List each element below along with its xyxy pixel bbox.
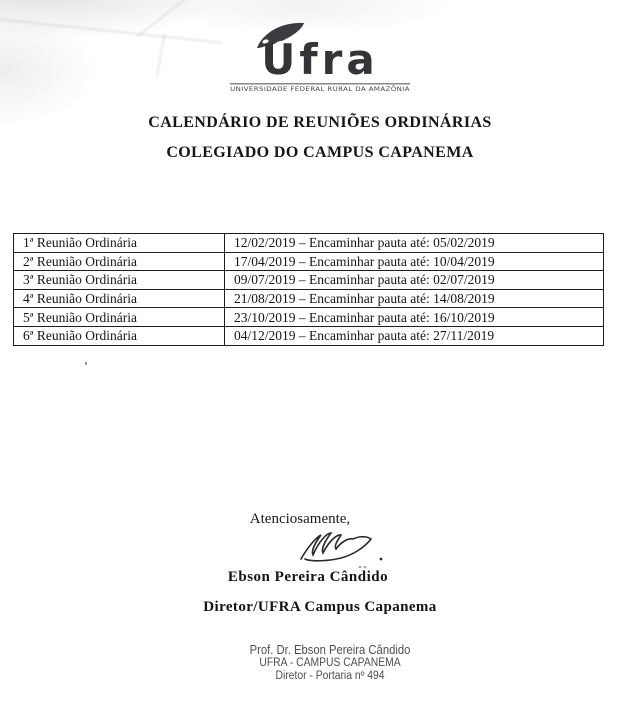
scan-speck-artifact: [85, 362, 87, 365]
table-row: [14, 234, 604, 253]
meeting-date-cell: 04/12/2019 – Encaminhar pauta até: 27/11/2019: [225, 326, 604, 345]
meeting-date-cell: 12/02/2019 – Encaminhar pauta até: 05/02/2019: [225, 234, 604, 253]
meeting-label-cell: 1ª Reunião Ordinária: [14, 234, 225, 253]
meeting-label-cell: 3ª Reunião Ordinária: [14, 271, 225, 290]
meeting-date-cell: 21/08/2019 – Encaminhar pauta até: 14/08/2019: [225, 289, 604, 308]
meeting-label-cell: 6ª Reunião Ordinária: [14, 326, 225, 345]
meetings-schedule-table: [13, 233, 604, 346]
document-title-line2: COLEGIADO DO CAMPUS CAPANEMA: [166, 144, 474, 161]
meeting-label-cell: 5ª Reunião Ordinária: [14, 308, 225, 327]
salutation-text: Atenciosamente,: [249, 511, 351, 527]
stamp-line-role: Diretor - Portaria nº 494: [275, 670, 385, 682]
table-row: [14, 252, 604, 271]
signer-role: Diretor/UFRA Campus Capanema: [203, 599, 437, 615]
meeting-date-cell: 09/07/2019 – Encaminhar pauta até: 02/07/2019: [225, 271, 604, 290]
document-title-line1: CALENDÁRIO DE REUNIÕES ORDINÁRIAS: [148, 114, 492, 131]
director-stamp: [42, 644, 618, 683]
meeting-date-cell: 23/10/2019 – Encaminhar pauta até: 16/10/2019: [225, 308, 604, 327]
ufra-logo-tagline-wrap: [0, 78, 640, 96]
stamp-line-campus: UFRA - CAMPUS CAPANEMA: [259, 657, 401, 669]
meeting-label-cell: 2ª Reunião Ordinária: [14, 252, 225, 271]
ufra-logo-wordmark: Ufra: [261, 35, 379, 84]
signer-name: Ebson Pereira Cândido: [227, 569, 389, 585]
stamp-line-name: Prof. Dr. Ebson Pereira Cândido: [249, 643, 411, 657]
table-row: [14, 271, 604, 290]
meeting-date-cell: 17/04/2019 – Encaminhar pauta até: 10/04/2019: [225, 252, 604, 271]
table-row: [14, 326, 604, 345]
table-row: [14, 308, 604, 327]
meeting-label-cell: 4ª Reunião Ordinária: [14, 289, 225, 308]
scan-crease-artifact: [136, 0, 200, 38]
table-row: [14, 289, 604, 308]
ufra-logo-tagline: UNIVERSIDADE FEDERAL RURAL DA AMAZÔNIA: [230, 85, 410, 93]
